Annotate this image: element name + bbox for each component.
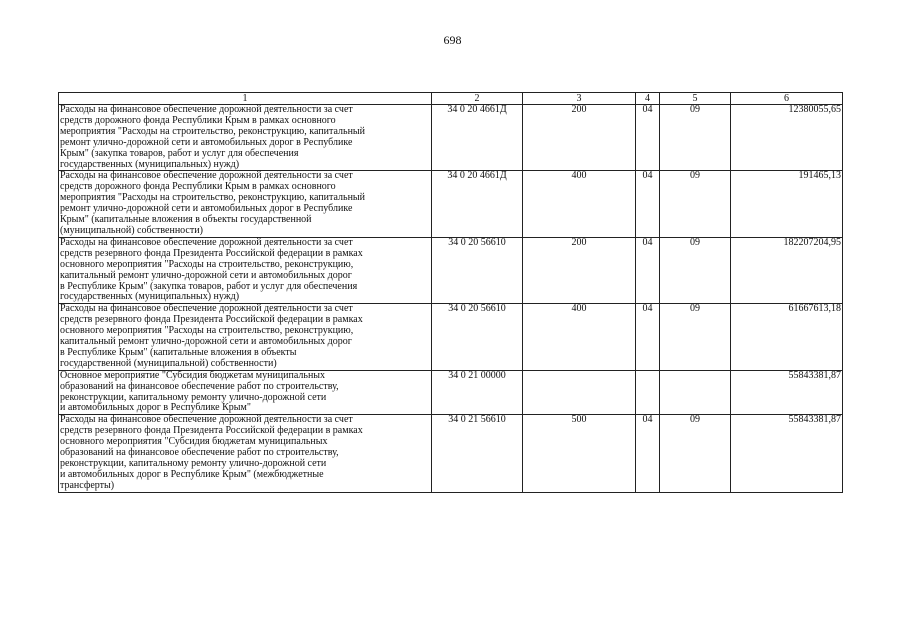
row-amount: 182207204,95 — [731, 237, 843, 303]
column-header-2: 2 — [432, 93, 523, 105]
row-section — [636, 370, 660, 415]
table-body — [59, 105, 843, 493]
column-header-5: 5 — [660, 93, 731, 105]
row-description: Основное мероприятие "Субсидия бюджетам муниципальных образований на финансовое обеспечение работ по строительству, реконструкции, капитальному ремонту улично-дорожной сети и автомобильных дорог в Республике Крым" — [59, 370, 432, 415]
row-amount: 12380055,65 — [731, 105, 843, 171]
row-subsection: 09 — [660, 171, 731, 237]
row-subsection: 09 — [660, 105, 731, 171]
row-subsection: 09 — [660, 237, 731, 303]
budget-table — [58, 92, 843, 493]
row-expense-type: 200 — [523, 105, 636, 171]
row-description: Расходы на финансовое обеспечение дорожной деятельности за счет средств дорожного фонда Республики Крым в рамках основного мероприятия "Расходы на строительство, реконструкцию, капитальный ремонт улично-дорожной сети и автомобильных дорог в Республике Крым" (закупка товаров, работ и услуг для обеспечения государственных (муниципальных) нужд) — [59, 105, 432, 171]
column-header-6: 6 — [731, 93, 843, 105]
row-section: 04 — [636, 237, 660, 303]
table-row — [59, 304, 843, 370]
column-header-1: 1 — [59, 93, 432, 105]
row-target-code: 34 0 21 00000 — [432, 370, 523, 415]
row-target-code: 34 0 21 56610 — [432, 415, 523, 492]
table-row — [59, 105, 843, 171]
page-number: 698 — [443, 33, 462, 47]
row-amount: 61667613,18 — [731, 304, 843, 370]
row-expense-type: 400 — [523, 171, 636, 237]
table-row — [59, 370, 843, 415]
row-section: 04 — [636, 304, 660, 370]
row-target-code: 34 0 20 4661Д — [432, 105, 523, 171]
table-row — [59, 237, 843, 303]
row-amount: 55843381,87 — [731, 415, 843, 492]
row-expense-type: 200 — [523, 237, 636, 303]
column-header-4: 4 — [636, 93, 660, 105]
row-section: 04 — [636, 415, 660, 492]
table-header — [59, 93, 843, 105]
row-target-code: 34 0 20 56610 — [432, 237, 523, 303]
row-description: Расходы на финансовое обеспечение дорожной деятельности за счет средств резервного фонда Президента Российской федерации в рамках основного мероприятия "Расходы на строительство, реконструкцию, капитальный ремонт улично-дорожной сети и автомобильных дорог в Республике Крым" (капитальные вложения в объекты государственной (муниципальной) собственности) — [59, 304, 432, 370]
row-subsection: 09 — [660, 304, 731, 370]
row-expense-type — [523, 370, 636, 415]
row-amount: 191465,13 — [731, 171, 843, 237]
row-section: 04 — [636, 171, 660, 237]
row-expense-type: 500 — [523, 415, 636, 492]
row-description: Расходы на финансовое обеспечение дорожной деятельности за счет средств дорожного фонда Республики Крым в рамках основного мероприятия "Расходы на строительство, реконструкцию, капитальный ремонт улично-дорожной сети и автомобильных дорог в Республике Крым" (капитальные вложения в объекты государственной (муниципальной) собственности) — [59, 171, 432, 237]
table-row — [59, 415, 843, 492]
row-subsection — [660, 370, 731, 415]
row-section: 04 — [636, 105, 660, 171]
row-amount: 55843381,87 — [731, 370, 843, 415]
row-subsection: 09 — [660, 415, 731, 492]
row-target-code: 34 0 20 4661Д — [432, 171, 523, 237]
table-row — [59, 171, 843, 237]
row-description: Расходы на финансовое обеспечение дорожной деятельности за счет средств резервного фонда Президента Российской федерации в рамках основного мероприятия "Субсидия бюджетам муниципальных образований на финансовое обеспечение работ по строительству, реконструкции, капитальному ремонту улично-дорожной сети и автомобильных дорог в Республике Крым" (межбюджетные трансферты) — [59, 415, 432, 492]
column-header-3: 3 — [523, 93, 636, 105]
row-target-code: 34 0 20 56610 — [432, 304, 523, 370]
row-description: Расходы на финансовое обеспечение дорожной деятельности за счет средств резервного фонда Президента Российской федерации в рамках основного мероприятия "Расходы на строительство, реконструкцию, капитальный ремонт улично-дорожной сети и автомобильных дорог в Республике Крым" (закупка товаров, работ и услуг для обеспечения государственных (муниципальных) нужд) — [59, 237, 432, 303]
row-expense-type: 400 — [523, 304, 636, 370]
column-number-row — [59, 93, 843, 105]
